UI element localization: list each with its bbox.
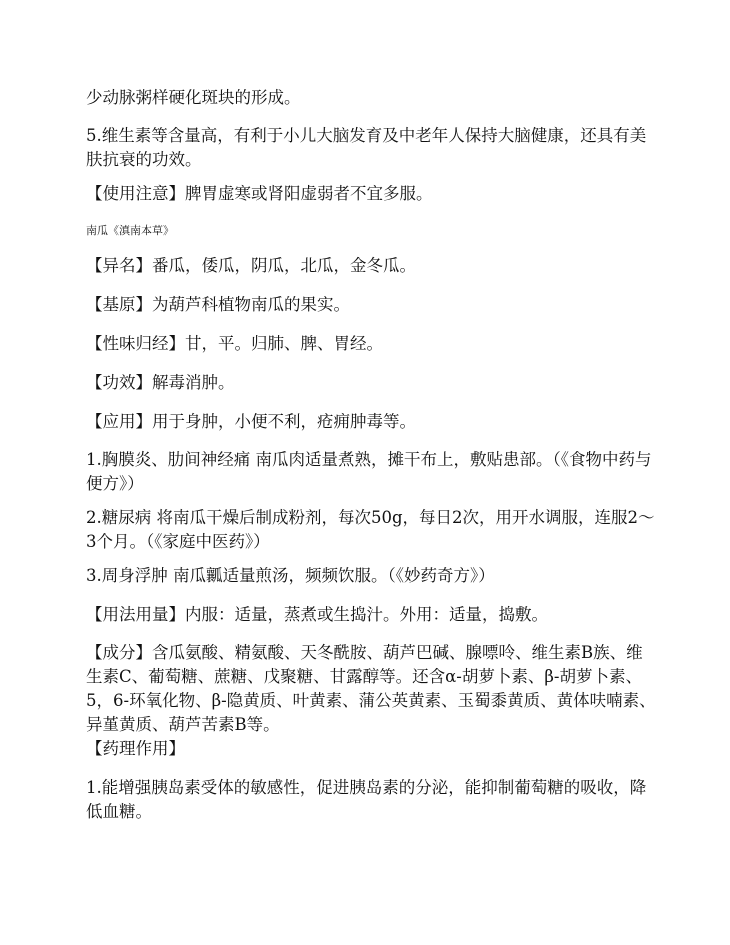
paragraph-origin: 【基原】为葫芦科植物南瓜的果实。: [86, 295, 350, 314]
paragraph-alias: 【异名】番瓜，倭瓜，阴瓜，北瓜，金冬瓜。: [86, 256, 416, 275]
paragraph-artery-plaque: 少动脉粥样硬化斑块的形成。: [86, 88, 301, 107]
paragraph-dosage: 【用法用量】内服：适量，蒸煮或生捣汁。外用：适量，捣敷。: [86, 605, 548, 624]
paragraph-application: 【应用】用于身肿，小便不利，疮痈肿毒等。: [86, 412, 416, 431]
paragraph-vitamin-benefits: 5.维生素等含量高，有利于小儿大脑发育及中老年人保持大脑健康，还具有美肤抗衰的功效。: [86, 126, 647, 169]
paragraph-pharmacology-1: 1.能增强胰岛素受体的敏感性，促进胰岛素的分泌，能抑制葡萄糖的吸收，降低血糖。: [86, 778, 647, 821]
paragraph-remedy-diabetes: 2.糖尿病 将南瓜干燥后制成粉剂，每次50g，每日2次，用开水调服，连服2～3个月。（《家庭中医药》）: [86, 508, 655, 551]
paragraph-components: 【成分】含瓜氨酸、精氨酸、天冬酰胺、葫芦巴碱、腺嘌呤、维生素B族、维生素C、葡萄糖、蔗糖、戊聚糖、甘露醇等。还含α-胡萝卜素、β-胡萝卜素、5，6-环氧化物、β-隐黄质、叶黄素、蒲公英黄素、玉蜀黍黄质、黄体呋喃素、异堇黄质、葫芦苦素B等。: [86, 643, 656, 734]
paragraph-usage-caution: 【使用注意】脾胃虚寒或肾阳虚弱者不宜多服。: [86, 184, 433, 203]
paragraph-pharmacology-heading: 【药理作用】: [86, 739, 185, 758]
section-heading-pumpkin: 南瓜《滇南本草》: [86, 224, 174, 237]
paragraph-remedy-pleurisy: 1.胸膜炎、肋间神经痛 南瓜肉适量煮熟，摊干布上，敷贴患部。（《食物中药与便方》）: [86, 450, 652, 493]
paragraph-remedy-edema: 3.周身浮肿 南瓜瓤适量煎汤，频频饮服。（《妙药奇方》）: [86, 566, 495, 585]
paragraph-nature-meridian: 【性味归经】甘，平。归肺、脾、胃经。: [86, 334, 383, 353]
paragraph-efficacy: 【功效】解毒消肿。: [86, 373, 235, 392]
